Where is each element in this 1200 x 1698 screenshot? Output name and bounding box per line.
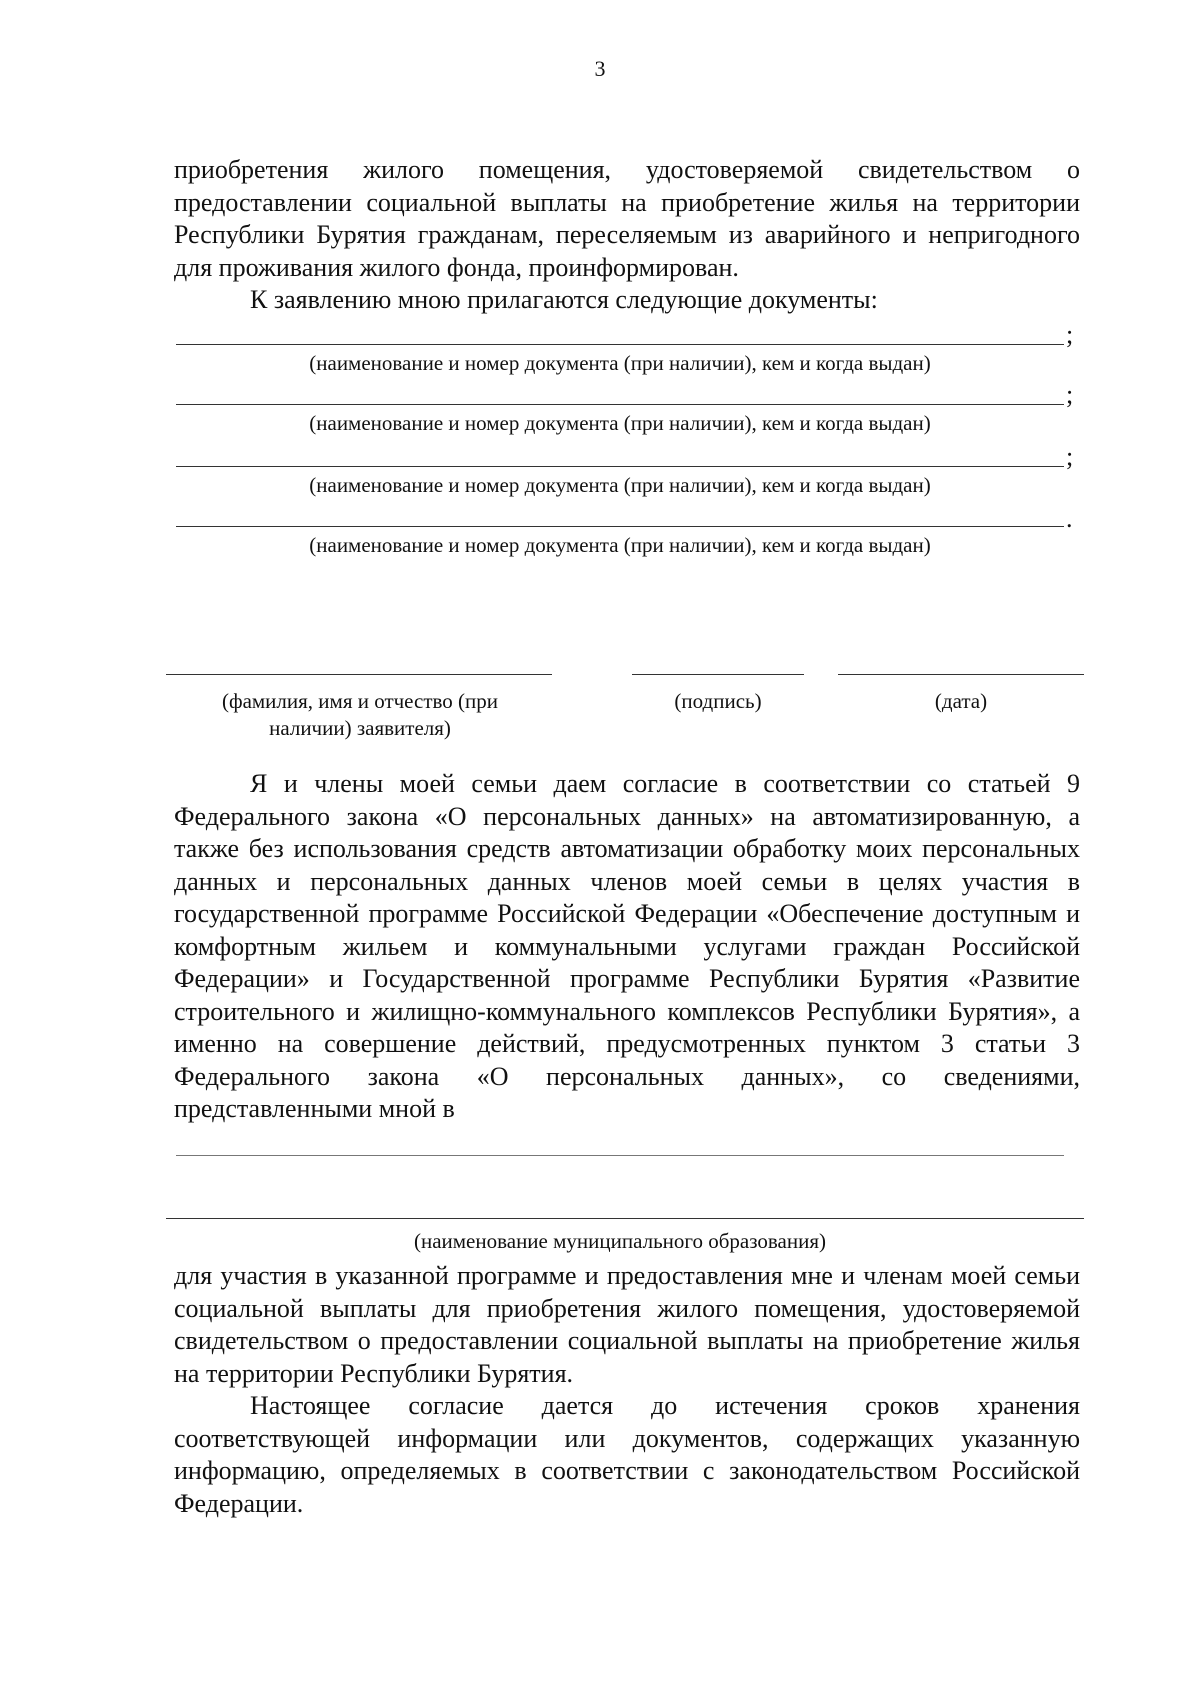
document-field-4-end: . bbox=[1066, 504, 1073, 533]
document-field-3-end: ; bbox=[1066, 442, 1074, 471]
signature-field[interactable] bbox=[632, 674, 804, 675]
document-field-2[interactable] bbox=[176, 404, 1064, 405]
signature-caption: (подпись) bbox=[674, 689, 762, 713]
document-field-3[interactable] bbox=[176, 466, 1064, 467]
document-field-3-caption: (наименование и номер документа (при наличии), кем и когда выдан) bbox=[309, 473, 931, 497]
purpose-paragraph: для участия в указанной программе и предоставления мне и членам моей семьи социальной выплаты для приобретения жилого помещения, удостоверяемой свидетельством о предоставлении социальной выплаты на приобретение жилья на территории Республики Бурятия. bbox=[174, 1261, 1080, 1388]
document-field-4-caption: (наименование и номер документа (при наличии), кем и когда выдан) bbox=[309, 533, 931, 557]
applicant-name-field[interactable] bbox=[166, 674, 552, 675]
consent-paragraph: Я и члены моей семьи даем согласие в соответствии со статьей 9 Федерального закона «О персональных данных» на автоматизированную, а также без использования средств автоматизации обработку моих персональных данных и персональных данных членов моей семьи в целях участия в государственной программе Российской Федерации «Обеспечение доступным и комфортным жильем и коммунальными услугами граждан Российской Федерации» и Государственной программе Республики Бурятия «Развитие строительного и жилищно-коммунального комплексов Республики Бурятия», а именно на совершение действий, предусмотренных пунктом 3 статьи 3 Федерального закона «О персональных данных», со сведениями, представленными мной в bbox=[174, 769, 1080, 1123]
date-caption: (дата) bbox=[934, 689, 988, 713]
page-number: 3 bbox=[594, 56, 606, 81]
document-field-1[interactable] bbox=[176, 344, 1064, 345]
consent-term-paragraph: Настоящее согласие дается до истечения сроков хранения соответствующей информации или документов, содержащих указанную информацию, определяемых в соответствии с законодательством Российской Федерации. bbox=[174, 1391, 1080, 1518]
intro-paragraph: приобретения жилого помещения, удостоверяемой свидетельством о предоставлении социальной выплаты на приобретение жилья на территории Республики Бурятия гражданам, переселяемым из аварийного и непригодного для проживания жилого фонда, проинформирован. bbox=[174, 155, 1080, 282]
document-field-2-end: ; bbox=[1066, 380, 1074, 409]
applicant-name-caption: (фамилия, имя и отчество (при наличии) заявителя) bbox=[221, 689, 499, 740]
municipality-field-line-1[interactable] bbox=[176, 1155, 1064, 1156]
document-field-2-caption: (наименование и номер документа (при наличии), кем и когда выдан) bbox=[309, 411, 931, 435]
date-field[interactable] bbox=[838, 674, 1084, 675]
municipality-field-line-2[interactable] bbox=[166, 1218, 1084, 1219]
document-field-1-end: ; bbox=[1066, 320, 1074, 349]
document-field-4[interactable] bbox=[176, 526, 1064, 527]
document-field-1-caption: (наименование и номер документа (при наличии), кем и когда выдан) bbox=[309, 351, 931, 375]
documents-intro: К заявлению мною прилагаются следующие документы: bbox=[250, 285, 878, 314]
municipality-caption: (наименование муниципального образования) bbox=[413, 1229, 827, 1253]
